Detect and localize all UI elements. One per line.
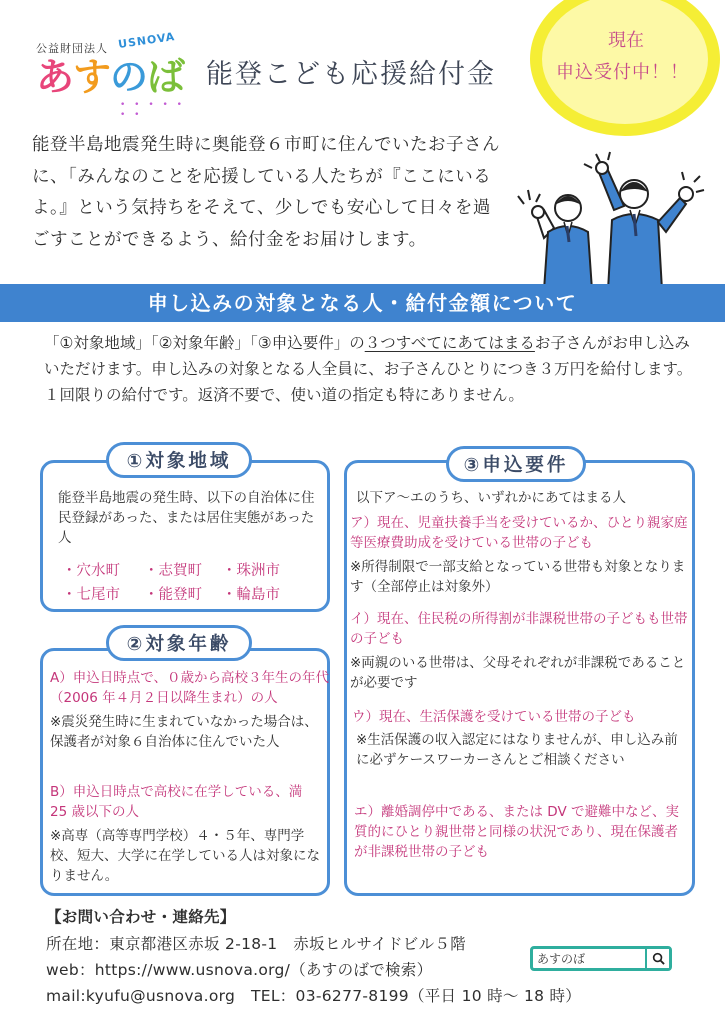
logo-wordmark: あすのば (36, 55, 185, 99)
search-icon (652, 952, 665, 965)
search-input[interactable] (533, 949, 649, 968)
town-item: ・能登町 (144, 587, 202, 603)
age-condition-a-note: ※震災発生時に生まれていなかった場合は、保護者が対象６自治体に住んでいた人 (50, 714, 318, 750)
requirement-b: イ）現在、住民税の所得割が非課税世帯の子どもも世帯の子ども (350, 611, 688, 647)
logo-usnova-label: USNOVA (117, 30, 177, 51)
intro-text: 能登半島地震発生時に奥能登６市町に住んでいたお子さんに、「みんなのことを応援している人たちが『ここにいるよ。』という気持ちをそえて、少しでも安心して日々を過ごすことができるよう、給付金をお届けします。 (32, 135, 500, 250)
contact-mail-tel: mail:kyufu@usnova.org TEL：03-6277-8199（平日 10 時～ 18 時） (46, 987, 582, 1005)
requirements-lead: 以下ア〜エのうち、いずれかにあてはまる人 (356, 490, 626, 506)
contact-address: 所在地：東京都港区赤坂 2-18-1 赤坂ヒルサイドビル５階 (46, 935, 466, 953)
contact-web: web：https://www.usnova.org/（あすのばで検索） (46, 961, 433, 979)
town-item: ・穴水町 (62, 563, 120, 579)
town-item: ・珠洲市 (222, 563, 280, 579)
card-target-age-title: ②対象年齢 (106, 625, 252, 661)
town-item: ・輪島市 (222, 587, 280, 603)
town-item: ・七尾市 (62, 587, 120, 603)
requirement-a: ア）現在、児童扶養手当を受けているか、ひとり親家庭等医療費助成を受けている世帯の子ども (350, 515, 688, 551)
search-button[interactable] (645, 949, 669, 968)
search-box (530, 946, 672, 971)
students-illustration (508, 150, 708, 290)
requirement-a-note: ※所得制限で一部支給となっている世帯も対象となります（全部停止は対象外） (350, 559, 686, 595)
requirement-d: エ）離婚調停中である、または DV で避難中など、実質的にひとり親世帯と同様の状況であり、現在保護者が非課税世帯の子ども (354, 804, 679, 860)
logo-corp-label: 公益財団法人 (36, 42, 108, 55)
lead-underline: ３つすべてにあてはまる (364, 334, 535, 352)
status-badge-line2: 申込受付中！！ (556, 62, 689, 83)
target-area-desc: 能登半島地震の発生時、以下の自治体に住民登録があった、または居住実態があった人 (58, 490, 315, 546)
logo (36, 30, 186, 120)
age-condition-a: A）申込日時点で、０歳から高校３年生の年代（2006 年４月２日以降生まれ）の人 (50, 670, 329, 706)
age-condition-b-note: ※高専（高等専門学校）４・５年、専門学校、短大、大学に在学している人は対象になりません。 (50, 828, 320, 884)
card-requirements-title: ③申込要件 (446, 446, 586, 482)
logo-dots: • • • • • • • (120, 100, 185, 120)
requirement-c-note: ※生活保護の収入認定にはなりませんが、申し込み前に必ずケースワーカーさんとご相談ください (356, 732, 678, 768)
section-banner: 申し込みの対象となる人・給付金額について (0, 284, 725, 322)
requirement-b-note: ※両親のいる世帯は、父母それぞれが非課税であることが必要です (350, 655, 686, 691)
card-target-area-title: ①対象地域 (106, 442, 252, 478)
contact-heading: 【お問い合わせ・連絡先】 (46, 908, 236, 926)
town-item: ・志賀町 (144, 563, 202, 579)
page-title: 能登こども応援給付金 (206, 59, 496, 90)
age-condition-b: B）申込日時点で高校に在学している、満 25 歳以下の人 (50, 784, 303, 820)
status-badge-line1: 現在 (608, 30, 644, 51)
requirement-c: ウ）現在、生活保護を受けている世帯の子ども (352, 709, 636, 725)
section-lead: 「①対象地域」「②対象年齢」「③申込要件」の３つすべてにあてはまるお子さんがお申し込みいただけます。申し込みの対象となる人全員に、お子さんひとりにつき３万円を給付します。１回限りの給付です。返済不要で、使い道の指定も特にありません。 (44, 334, 693, 404)
